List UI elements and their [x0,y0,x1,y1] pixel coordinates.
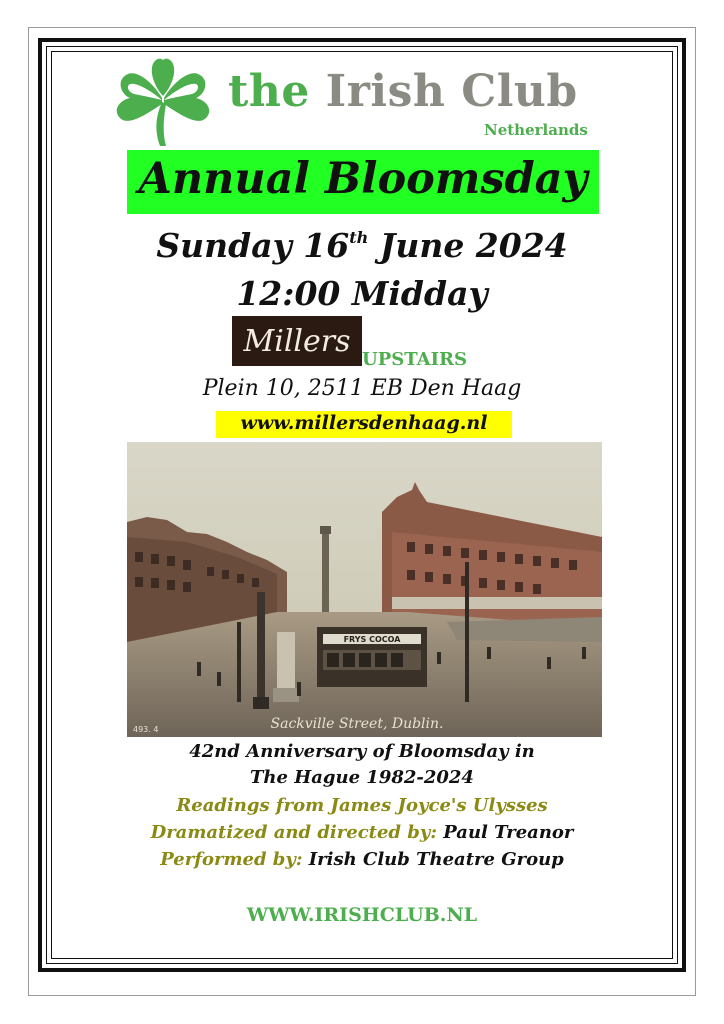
venue-floor: UPSTAIRS [362,349,467,370]
event-time: 12:00 Midday [236,274,488,313]
directed-name: Paul Treanor [436,822,574,843]
venue-address: Plein 10, 2511 EB Den Haag [202,376,522,401]
venue-website-link[interactable]: www.millersdenhaag.nl [240,412,488,434]
performed-name: Irish Club Theatre Group [302,849,564,870]
photo-caption: Sackville Street, Dublin. [270,716,444,732]
club-name-prefix: the [228,66,310,117]
club-name-rest: Irish Club [325,66,578,117]
event-date-rest: June 2024 [368,226,568,265]
club-country: Netherlands [484,121,588,139]
performed-line [0,849,724,870]
shamrock-icon [104,54,222,150]
event-date-suffix: th [349,228,369,247]
anniversary-line-2: The Hague 1982-2024 [250,767,474,788]
directed-label: Dramatized and directed by: [150,822,437,843]
readings-line: Readings from James Joyce's Ulysses [176,795,548,816]
photo-number: 493. 4 [133,725,159,734]
millers-logo [232,316,362,366]
tram-sign: FRYS COCOA [343,635,401,644]
directed-line [0,822,724,843]
club-name [228,66,578,117]
event-date-day: Sunday 16 [156,226,350,265]
anniversary-line-1: 42nd Anniversary of Bloomsday in [189,741,535,762]
millers-logo-text: Millers [243,324,351,359]
event-title: Annual Bloomsday [138,154,588,204]
sackville-street-photo [127,442,602,737]
event-date [0,226,724,265]
club-website-link[interactable]: WWW.IRISHCLUB.NL [246,904,478,926]
performed-label: Performed by: [160,849,303,870]
